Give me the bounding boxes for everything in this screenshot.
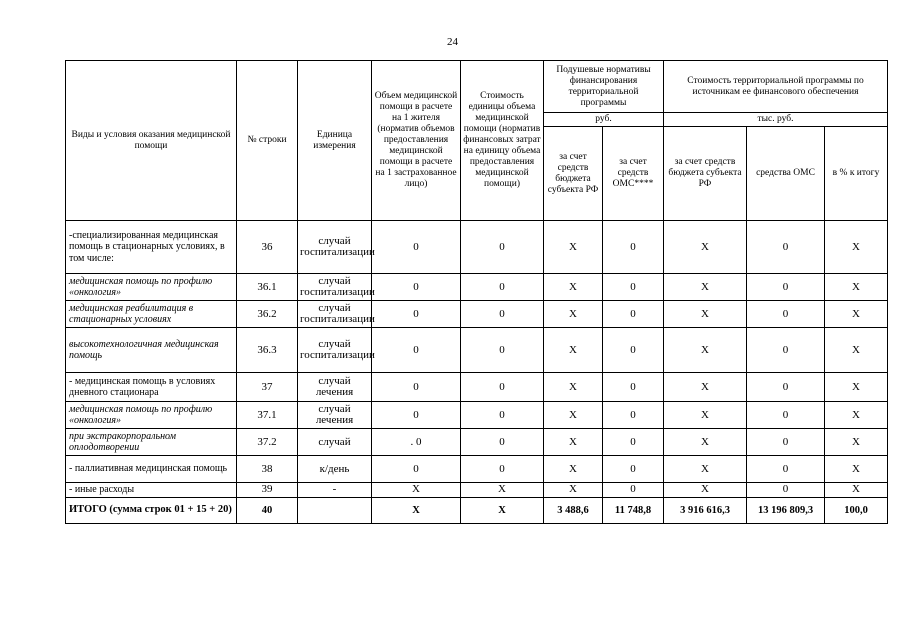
cell-cost-budget: X — [664, 274, 747, 301]
total-cost-budget: 3 916 616,3 — [664, 497, 747, 523]
cell-unit-cost: 0 — [461, 402, 544, 429]
cell-row-number: 36.1 — [237, 274, 298, 301]
total-percapita-oms: 11 748,8 — [603, 497, 664, 523]
table-row — [66, 274, 888, 301]
cell-unit-cost: 0 — [461, 301, 544, 328]
total-name: ИТОГО (сумма строк 01 + 15 + 20) — [66, 497, 237, 523]
cell-percapita-budget: X — [544, 429, 603, 456]
cell-row-number: 38 — [237, 456, 298, 483]
row-name: медицинская реабилитация в стационарных условиях — [66, 301, 237, 328]
cell-unit: случай госпитализации — [298, 221, 372, 274]
cell-row-number: 39 — [237, 483, 298, 498]
cell-percapita-budget: X — [544, 373, 603, 402]
cell-volume: . 0 — [372, 429, 461, 456]
cell-percapita-oms: 0 — [603, 301, 664, 328]
cell-row-number: 36.3 — [237, 328, 298, 373]
cell-percapita-oms: 0 — [603, 429, 664, 456]
page-number: 24 — [447, 36, 458, 48]
total-row-number: 40 — [237, 497, 298, 523]
header-per-capita: Подушевые нормативы финансирования территориальной программы — [544, 61, 664, 113]
cell-volume: 0 — [372, 301, 461, 328]
row-name: -специализированная медицинская помощь в стационарных условиях, в том числе: — [66, 221, 237, 274]
cell-row-number: 36.2 — [237, 301, 298, 328]
cell-percent: X — [825, 373, 888, 402]
cell-cost-budget: X — [664, 402, 747, 429]
cell-cost-oms: 0 — [747, 456, 825, 483]
total-unit-cost: X — [461, 497, 544, 523]
header-unit: Единица измерения — [298, 61, 372, 221]
table-row — [66, 301, 888, 328]
cell-percapita-oms: 0 — [603, 221, 664, 274]
cell-unit: - — [298, 483, 372, 498]
cell-percapita-oms: 0 — [603, 274, 664, 301]
cell-percapita-oms: 0 — [603, 483, 664, 498]
cell-cost-oms: 0 — [747, 274, 825, 301]
cell-cost-oms: 0 — [747, 373, 825, 402]
cell-unit: к/день — [298, 456, 372, 483]
cell-percent: X — [825, 456, 888, 483]
cell-percapita-budget: X — [544, 328, 603, 373]
cell-percapita-budget: X — [544, 221, 603, 274]
cell-row-number: 37.2 — [237, 429, 298, 456]
cell-row-number: 36 — [237, 221, 298, 274]
cell-cost-budget: X — [664, 456, 747, 483]
cell-percapita-oms: 0 — [603, 373, 664, 402]
table-row — [66, 402, 888, 429]
header-cost-budget: за счет средств бюджета субъекта РФ — [664, 127, 747, 221]
header-row-number: № строки — [237, 61, 298, 221]
cell-cost-budget: X — [664, 373, 747, 402]
cell-cost-budget: X — [664, 221, 747, 274]
header-cost-oms: средства ОМС — [747, 127, 825, 221]
header-volume: Объем медицинской помощи в расчете на 1 жителя (норматив объемов предоставления медицинской помощи в расчете на 1 застрахованное лицо) — [372, 61, 461, 221]
cell-cost-oms: 0 — [747, 221, 825, 274]
cell-percent: X — [825, 274, 888, 301]
header-unit-thousand-rub: тыс. руб. — [664, 113, 888, 127]
total-volume: X — [372, 497, 461, 523]
header-program-cost: Стоимость территориальной программы по источникам ее финансового обеспечения — [664, 61, 888, 113]
row-name: медицинская помощь по профилю «онкология» — [66, 402, 237, 429]
cell-unit: случай госпитализации — [298, 328, 372, 373]
row-name: - медицинская помощь в условиях дневного стационара — [66, 373, 237, 402]
cell-unit-cost: 0 — [461, 456, 544, 483]
cell-percapita-oms: 0 — [603, 456, 664, 483]
cell-volume: 0 — [372, 373, 461, 402]
cell-percapita-oms: 0 — [603, 328, 664, 373]
cell-volume: 0 — [372, 221, 461, 274]
cell-cost-oms: 0 — [747, 301, 825, 328]
cell-unit: случай — [298, 429, 372, 456]
cell-volume: X — [372, 483, 461, 498]
total-unit — [298, 497, 372, 523]
row-name: высокотехнологичная медицинская помощь — [66, 328, 237, 373]
row-name: при экстракорпоральном оплодотворении — [66, 429, 237, 456]
cell-unit: случай госпитализации — [298, 301, 372, 328]
table-row — [66, 483, 888, 498]
header-percent: в % к итогу — [825, 127, 888, 221]
row-name: - иные расходы — [66, 483, 237, 498]
cell-volume: 0 — [372, 328, 461, 373]
total-percapita-budget: 3 488,6 — [544, 497, 603, 523]
table-row — [66, 373, 888, 402]
total-row — [66, 497, 888, 523]
cell-unit-cost: 0 — [461, 429, 544, 456]
table-body — [66, 221, 888, 524]
cell-cost-oms: 0 — [747, 328, 825, 373]
cell-percent: X — [825, 402, 888, 429]
cell-volume: 0 — [372, 456, 461, 483]
cell-unit-cost: X — [461, 483, 544, 498]
cell-unit-cost: 0 — [461, 274, 544, 301]
header-unit-cost: Стоимость единицы объема медицинской помощи (норматив финансовых затрат на единицу объема предоставления медицинской помощи) — [461, 61, 544, 221]
cell-percapita-budget: X — [544, 483, 603, 498]
cell-unit-cost: 0 — [461, 221, 544, 274]
cell-percent: X — [825, 328, 888, 373]
cell-row-number: 37.1 — [237, 402, 298, 429]
cell-cost-budget: X — [664, 429, 747, 456]
cell-unit-cost: 0 — [461, 373, 544, 402]
cell-row-number: 37 — [237, 373, 298, 402]
financing-table — [65, 60, 888, 524]
cell-volume: 0 — [372, 402, 461, 429]
header-unit-rub: руб. — [544, 113, 664, 127]
cell-volume: 0 — [372, 274, 461, 301]
cell-percent: X — [825, 483, 888, 498]
header-percapita-oms: за счет средств ОМС**** — [603, 127, 664, 221]
header-type: Виды и условия оказания медицинской помощи — [66, 61, 237, 221]
cell-cost-oms: 0 — [747, 402, 825, 429]
row-name: - паллиативная медицинская помощь — [66, 456, 237, 483]
table-row — [66, 429, 888, 456]
cell-percapita-budget: X — [544, 402, 603, 429]
cell-cost-budget: X — [664, 301, 747, 328]
cell-unit: случай госпитализации — [298, 274, 372, 301]
cell-percapita-budget: X — [544, 274, 603, 301]
cell-unit-cost: 0 — [461, 328, 544, 373]
table-row — [66, 328, 888, 373]
table-row — [66, 456, 888, 483]
total-percent: 100,0 — [825, 497, 888, 523]
table-row — [66, 221, 888, 274]
cell-percapita-budget: X — [544, 456, 603, 483]
cell-percapita-oms: 0 — [603, 402, 664, 429]
cell-unit: случай лечения — [298, 402, 372, 429]
row-name: медицинская помощь по профилю «онкология» — [66, 274, 237, 301]
cell-unit: случай лечения — [298, 373, 372, 402]
cell-percapita-budget: X — [544, 301, 603, 328]
cell-percent: X — [825, 429, 888, 456]
cell-percent: X — [825, 301, 888, 328]
header-percapita-budget: за счет средств бюджета субъекта РФ — [544, 127, 603, 221]
cell-cost-oms: 0 — [747, 483, 825, 498]
cell-percent: X — [825, 221, 888, 274]
cell-cost-budget: X — [664, 328, 747, 373]
total-cost-oms: 13 196 809,3 — [747, 497, 825, 523]
cell-cost-budget: X — [664, 483, 747, 498]
cell-cost-oms: 0 — [747, 429, 825, 456]
